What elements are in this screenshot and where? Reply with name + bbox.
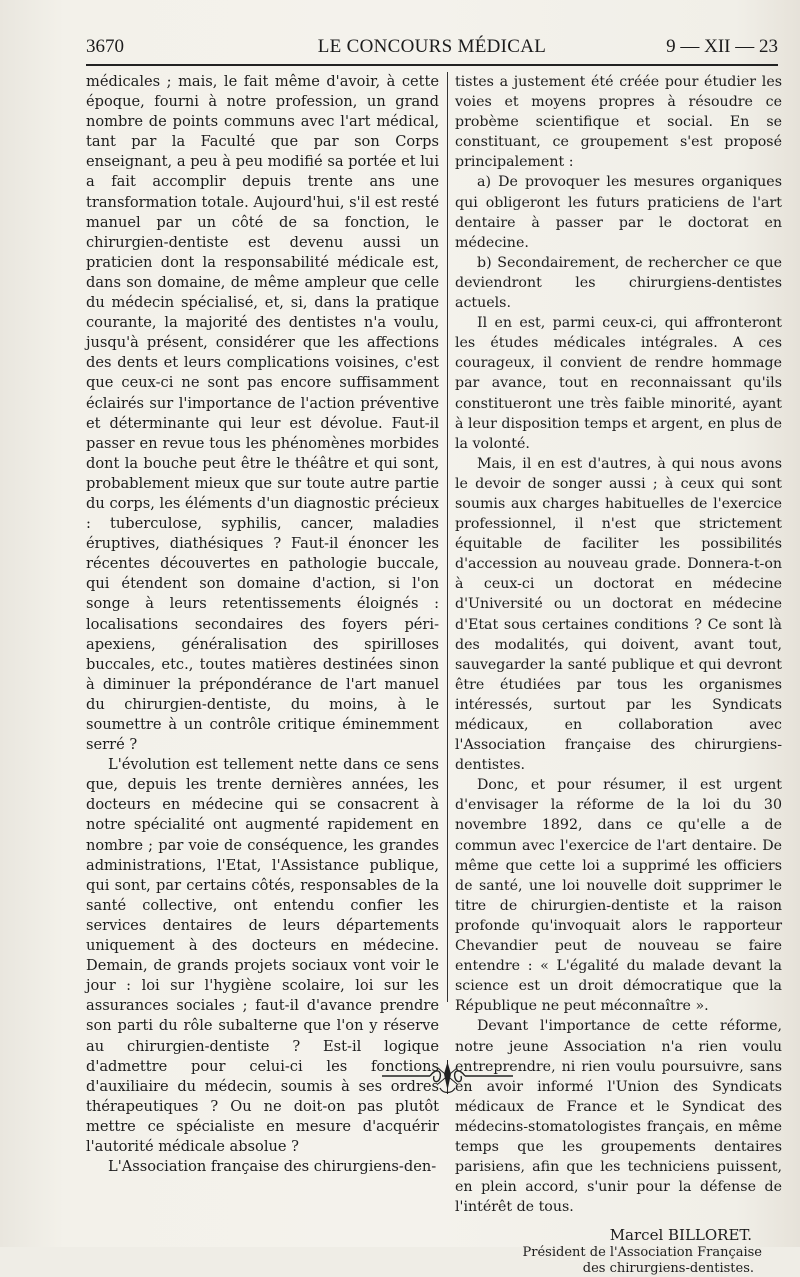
author-title-cont: des chirurgiens-dentistes. [582, 1261, 754, 1277]
issue-date: 9 — XII — 23 [666, 36, 778, 57]
paragraph: Mais, il en est d'autres, à qui nous avons le devoir de songer aussi ; à ceux qui sont soumis aux charges habituelles de l'exercice professionnel, il n'est que strictement équitable de faciliter les possibilités d'accession au nouveau grade. Donnera-t-on à ceux-ci un doctorat en médecine d'Université ou un doctorat en médecine d'Etat sous certaines conditions ? Ce sont là des modalités, qui doivent, avant tout, sauvegarder la santé publique et qui devront être étudiées par tous les organismes intéressés, surtout par les Syndicats médicaux, en collaboration avec l'Association française des chirurgiens-dentistes. [455, 455, 782, 774]
paragraph: Il en est, parmi ceux-ci, qui affronteront les études médicales intégrales. A ces courageux, il convient de rendre hommage par avance, tout en reconnaissant qu'ils constitueront une très faible minorité, ayant à leur disposition temps et argent, en plus de la volonté. [455, 315, 782, 452]
paragraph: L'évolution est tellement nette dans ce sens que, depuis les trente dernières années, les docteurs en médecine qui se consacrent à notre spécialité ont augmenté rapidement en nombre ; par voie de conséquence, les grandes administrations, l'Etat, l'Assistance publique, qui sont, par certains côtés, responsables de la santé collective, ont entendu confier les services dentaires de leurs départements uniquement à des docteurs en médecine. Demain, de grands projets sociaux vont voir le jour : loi sur l'hygiène scolaire, loi sur les assurances sociales ; faut-il d'avance prendre son parti du rôle subalterne que l'on y réserve au chirurgien-dentiste ? Est-il logique d'admettre pour celui-ci les fonctions d'auxiliaire du médecin, soumis à ses ordres thérapeutiques ? Ou ne doit-on pas plutôt mettre ce spécialiste en mesure d'acquérir l'autorité médicale absolue ? [86, 756, 439, 1155]
paragraph: Donc, et pour résumer, il est urgent d'envisager la réforme de la loi du 30 novembre 1892, dans ce qu'elle a de commun avec l'exercice de l'art dentaire. De même que cette loi a supprimé les officiers de santé, une loi nouvelle doit supprimer le titre de chirurgien-dentiste et la raison profonde qu'invoquait alors le rapporteur Chevandier peut de nouveau se faire entendre : « L'égalité du malade devant la science est un droit démocratique que la République ne peut méconnaître ». [455, 777, 782, 1015]
running-header [86, 36, 778, 60]
paragraph: L'Association française des chirurgiens-den- [108, 1158, 437, 1176]
header-rule [86, 64, 778, 66]
author-title: Président de l'Association Française [522, 1245, 762, 1261]
end-ornament-icon [380, 1058, 515, 1098]
column-divider [447, 72, 448, 1002]
paragraph: a) De provoquer les mesures organiques qui obligeront les futurs praticiens de l'art dentaire à passer par le doctorat en médecine. [455, 174, 782, 251]
journal-title: LE CONCOURS MÉDICAL [317, 36, 547, 57]
left-column [86, 72, 439, 1177]
paragraph: tistes a justement été créée pour étudier les voies et moyens propres à résoudre ce probème scientifique et social. En se constituant, ce groupement s'est proposé principalement : [455, 74, 782, 171]
page-number: 3670 [86, 36, 124, 57]
signature-block [455, 1225, 782, 1277]
paragraph: médicales ; mais, le fait même d'avoir, à cette époque, fourni à notre profession, un grand nombre de points communs avec l'art médical, tant par la Faculté que par son Corps enseignant, a peu à peu modifié sa portée et lui a fait accomplir depuis trente ans une transformation totale. Aujourd'hui, s'il est resté manuel par un côté de sa fonction, le chirurgien-dentiste est devenu aussi un praticien dont la responsabilité médicale est, dans son domaine, de même ampleur que celle du médecin spécialisé, et, si, dans la pratique courante, la majorité des dentistes n'a voulu, jusqu'à présent, considérer que les affections des dents et leurs complications voisines, c'est que ceux-ci ne sont pas encore suffisamment éclairés sur l'importance de l'action préventive et déterminante qui leur est dévolue. Faut-il passer en revue tous les phénomènes morbides dont la bouche peut être le théâtre et qui sont, probablement mieux que sur toute autre partie du corps, les éléments d'un diagnostic précieux : tuberculose, syphilis, cancer, maladies éruptives, diathésiques ? Faut-il énoncer les récentes découvertes en pathologie buccale, qui étendent son domaine d'action, si l'on songe à leurs retentissements éloignés : localisations secondaires des foyers péri-apexiens, généralisation des spirilloses buccales, etc., toutes matières destinées sinon à diminuer la prépondérance de l'art manuel du chirurgien-dentiste, du moins, à le soumettre à un contrôle critique éminemment serré ? [86, 73, 439, 754]
author-name: Marcel BILLORET. [609, 1226, 752, 1245]
paragraph: Devant l'importance de cette réforme, notre jeune Association n'a rien voulu entreprendre, ni rien voulu poursuivre, sans en avoir informé l'Union des Syndicats médicaux de France et le Syndicat des médecins-stomatologistes français, en même temps que les groupements dentaires parisiens, afin que les techniciens puissent, en plein accord, s'unir pour la défense de l'intérêt de tous. [455, 1018, 782, 1216]
paragraph: b) Secondairement, de rechercher ce que deviendront les chirurgiens-dentistes actuels. [455, 254, 782, 312]
